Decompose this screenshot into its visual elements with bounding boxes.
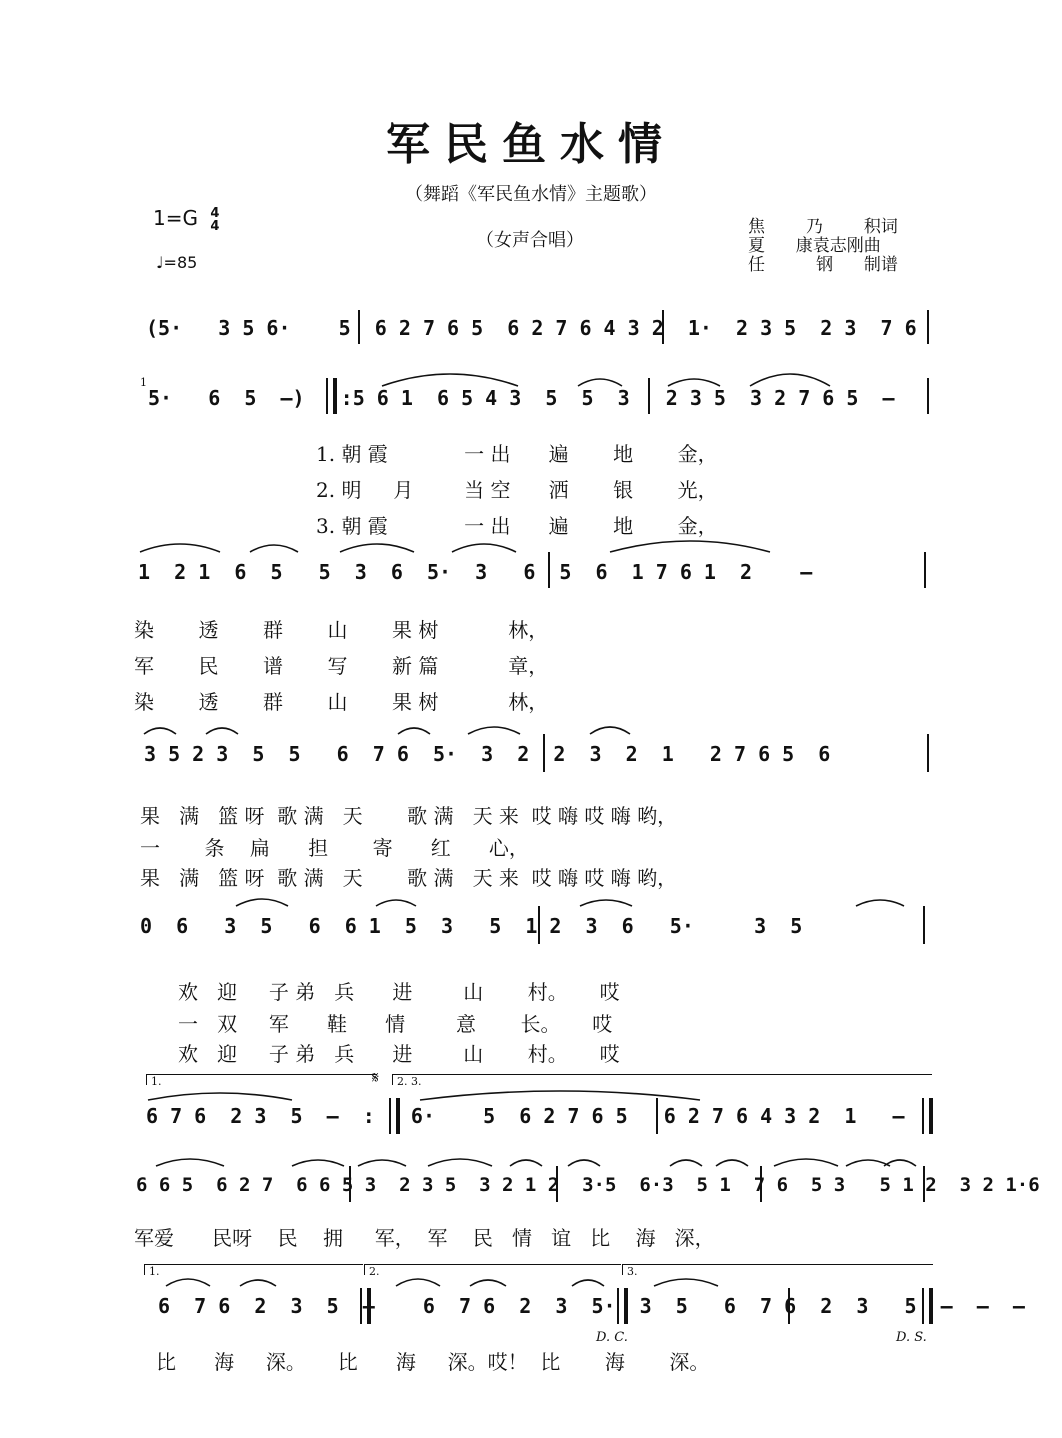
slur-arc [358,1160,406,1166]
double-barline [360,1288,371,1324]
notation-row-8: 6 7 6 2 3 5 – 6 7 6 2 3 5· 3 5 6 7 6 2 3 5 – – – [158,1294,1025,1318]
slur-arc [420,1091,700,1100]
time-top: 4 [210,205,220,221]
notation-row-2: 5· 6 5 –) :5 6 1 6 5 4 3 5 5 3 2 3 5 3 2 7 6 5 – [148,386,895,410]
barline [648,378,650,414]
slur-arc [156,1159,224,1166]
barline [927,378,929,414]
lyric-row-2-verse-2: 2. 明 月 当 空 洒 银 光， [316,478,718,502]
volta-ending-1: 1. [144,1264,363,1275]
slur-arc [250,545,298,552]
slur-arc [398,728,430,734]
tempo-mark: ♩=85 [156,253,198,272]
barline [358,310,360,344]
lyric-row-3-verse-1: 染 透 群 山 果 树 林， [134,618,549,642]
voice-type: （女声合唱） [476,230,584,251]
slur-arc [568,1160,600,1166]
slur-arc [654,1279,718,1286]
dal-segno-mark: D. S. [896,1330,927,1345]
slur-arc [610,541,770,552]
song-subtitle: （舞蹈《军民鱼水情》主题歌） [405,184,657,205]
slur-arc [590,727,630,734]
slur-arc [340,544,414,552]
slur-arc [428,1159,492,1166]
lyric-row-8: 比 海 深。 比 海 深。哎！ 比 海 深。 [156,1350,710,1374]
repeat-start-barline [326,378,337,414]
double-barline [617,1288,628,1324]
final-barline [922,1288,933,1324]
lyric-row-5-verse-2: 一 双 军 鞋 情 意 长。 哎 [178,1012,613,1036]
barline [349,1166,351,1202]
barline [556,1166,558,1202]
slur-arc [670,1160,702,1166]
time-bottom: 4 [210,218,220,234]
key-signature [153,206,219,233]
time-signature [210,207,219,233]
volta-second-third-ending: 2. 3. [392,1074,932,1085]
lyric-row-3-verse-3: 染 透 群 山 果 树 林， [134,690,549,714]
song-title: 军民鱼水情 [386,119,676,170]
slur-arc [140,544,220,552]
volta-ending-2: 2. [364,1264,621,1275]
barline [656,1098,658,1134]
barline [923,906,925,944]
notation-row-3: 1 2 1 6 5 5 3 6 5· 3 6 5 6 1 7 6 1 2 – [138,560,813,584]
da-capo-mark: D. C. [596,1330,628,1345]
notation-row-5: 0 6 3 5 6 6 1 5 3 5 1 2 3 6 5· 3 5 [140,914,803,938]
notation-row-7: 6 6 5 6 2 7 6 6 5 3 2 3 5 3 2 1 2 3·5 6·3 5 1 7 6 5 3 5 1 2 3 2 1·6 [136,1174,1040,1196]
slur-arc [846,1160,890,1166]
slur-arc [470,1280,506,1286]
slur-arc [774,1159,838,1166]
slur-arc [580,900,632,906]
slur-arc [240,1280,276,1286]
slur-arc [750,374,830,386]
notation-row-6: 6 7 6 2 3 5 – : 6· 5 6 2 7 6 5 6 2 7 6 4 3 2 1 – [146,1104,905,1128]
lyric-row-4-verse-1: 果 满 篮 呀 歌 满 天 歌 满 天 来 哎 嗨 哎 嗨 哟， [140,804,678,828]
slur-arc [166,1279,210,1286]
repeat-end-barline [389,1098,400,1134]
barline [760,1166,762,1202]
lyric-row-4-verse-3: 果 满 篮 呀 歌 满 天 歌 满 天 来 哎 嗨 哎 嗨 哟， [140,866,678,890]
slur-arc [856,900,904,906]
slur-arc [510,1160,542,1166]
notation-row-1: (5· 3 5 6· 5 6 2 7 6 5 6 2 7 6 4 3 2 1· 2 3 5 2 3 7 6 [146,316,917,340]
slur-arc [148,1093,292,1100]
barline [538,906,540,944]
slur-arc [884,1160,916,1166]
lyric-row-5-verse-1: 欢 迎 子 弟 兵 进 山 村。 哎 [178,980,620,1004]
slur-arc [206,728,238,734]
lyric-row-2-verse-3: 3. 朝 霞 一 出 遍 地 金， [316,514,718,538]
slur-arc [236,899,288,906]
double-barline [922,1098,933,1134]
slur-arc [468,727,520,734]
barline [924,552,926,588]
lyric-row-2-verse-1: 1. 朝 霞 一 出 遍 地 金， [316,442,718,466]
notation-row-4: 3 5 2 3 5 5 6 7 6 5· 3 2 2 3 2 1 2 7 6 5 6 [144,742,831,766]
barline [927,310,929,344]
slur-arc [452,544,516,552]
barline [543,734,545,772]
credits: 焦 乃 积词 夏 康袁志刚曲 任 钢 制谱 [748,217,898,275]
bracket-one: 1 [140,376,147,389]
slur-arc [396,1279,440,1286]
slur-arc [716,1160,748,1166]
slur-arc [292,1160,344,1166]
volta-ending-3: 3. [622,1264,933,1275]
slur-arc [578,379,622,386]
slur-arc [382,374,518,386]
key-label: 1=G [153,206,198,230]
lyric-row-7: 军爱 民呀 民 拥 军， 军 民 情 谊 比 海 深， [134,1226,715,1250]
slur-arc [668,379,720,386]
lyric-row-3-verse-2: 军 民 谱 写 新 篇 章， [134,654,549,678]
barline [788,1288,790,1324]
lyric-row-4-verse-2: 一 条 扁 担 寄 红 心， [140,836,529,860]
barline [662,310,664,344]
slur-arc [572,1280,604,1286]
barline [927,734,929,772]
barline [923,1166,925,1202]
slur-arc [376,900,416,906]
volta-first-ending: 1. [146,1074,377,1085]
barline [548,552,550,588]
lyric-row-5-verse-3: 欢 迎 子 弟 兵 进 山 村。 哎 [178,1042,620,1066]
slur-arc [144,728,176,734]
segno-mark: 𝄋 [372,1068,379,1087]
